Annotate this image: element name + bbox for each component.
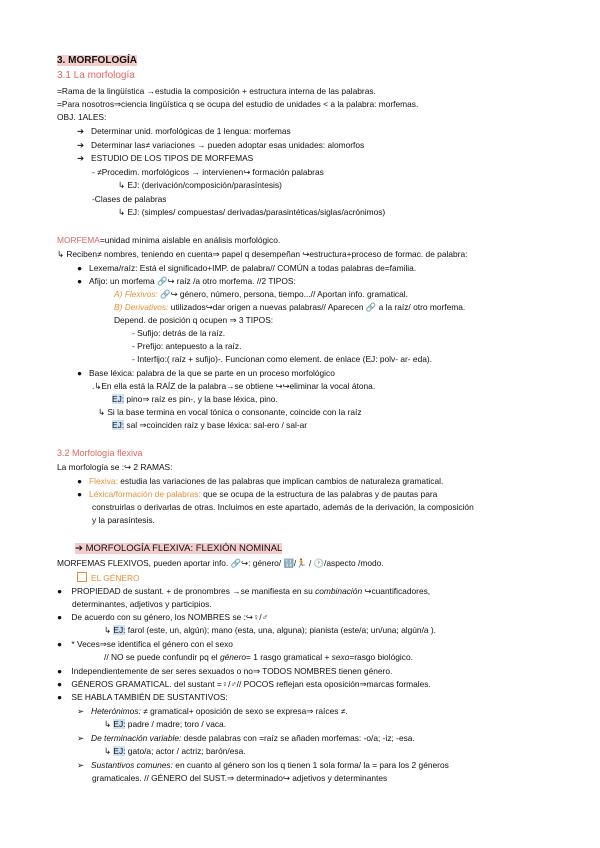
list-item: ➔ ESTUDIO DE LOS TIPOS DE MORFEMAS — [77, 153, 254, 163]
section-title: 3. MORFOLOGÍA — [57, 55, 137, 66]
position-intro: Depend. de posición q ocupen ⇒ 3 TIPOS: — [114, 315, 274, 325]
bullet-icon: ● — [77, 489, 83, 499]
subsection-title: 3.2 Morfología flexiva — [57, 448, 143, 458]
morfema-definition: MORFEMA=unidad mínima aislable en análisis morfológico. — [57, 235, 281, 245]
definition-line: =Rama de la lingüística →estudia la composición + estructura interna de las palabras. — [57, 86, 376, 96]
genero-heading: EL GÉNERO — [77, 572, 140, 584]
afijo-derivativos: B) Derivativos: utilizados↪dar origen a nuevas palabras// Aparecen 🔗 a la raíz/ otro morfema. — [114, 302, 466, 312]
list-subitem: ➢ Heterónimos: ≠ gramatical+ oposición de sexo se expresa⇒ raíces ≠. — [77, 706, 348, 716]
bullet-icon: ● — [77, 476, 83, 486]
example-line: ↳ EJ: padre / madre; toro / vaca. — [104, 719, 227, 729]
list-subitem: - ≠Procedim. morfológicos → intervienen↪ formación palabras — [92, 167, 324, 177]
arrow-icon: ➔ — [77, 140, 85, 150]
branches-intro: La morfología se :↪ 2 RAMAS: — [57, 462, 173, 472]
list-item-continuation: gramaticales. // GÉNERO del SUST.⇒ determinado↪ adjetivos y determinantes — [92, 773, 388, 783]
list-subitem: - Prefijo: antepuesto a la raíz. — [132, 341, 242, 351]
list-item: ➔ Determinar las≠ variaciones → pueden adoptar esas unidades: alomorfos — [77, 140, 365, 150]
bullet-icon: ● — [57, 679, 63, 689]
list-item-continuation: y la parasíntesis. — [92, 515, 155, 525]
list-item: ● Base léxica: palabra de la que se parte en un proceso morfológico — [77, 368, 335, 378]
example-line: ↳ EJ: (derivación/composición/parasíntesis) — [118, 180, 282, 190]
list-item-continuation: determinantes, adjetivos y participios. — [72, 599, 212, 609]
list-subitem: ➢ Sustantivos comunes: en cuanto al género son los q tienen 1 sola forma/ la = para los 2 géneros — [77, 760, 449, 770]
example-line: EJ: sal ⇒coinciden raíz y base léxica: sal-ero / sal-ar — [112, 420, 308, 430]
list-item: ● GÉNEROS GRAMATICAL. del sustant =♀/♂// POCOS reflejan esta oposición⇒marcas formales. — [57, 679, 431, 689]
list-item: ● De acuerdo con su género, los NOMBRES se :↪♀/♂ — [57, 612, 268, 622]
list-item: ➔ Determinar unid. morfológicas de 1 lengua: morfemas — [77, 126, 291, 136]
bullet-icon: ● — [57, 612, 63, 622]
arrow-icon: ➔ — [77, 153, 85, 163]
bullet-icon: ● — [57, 586, 63, 596]
bullet-icon: ● — [77, 276, 83, 286]
flexive-morphemes-line: MORFEMAS FLEXIVOS, pueden aportar info. 🔗↪: género/ 🔢/🏃 / 🕐/aspecto /modo. — [57, 558, 384, 568]
example-line: ↳ EJ: (simples/ compuestas/ derivadas/parasintéticas/siglas/acrónimos) — [118, 207, 386, 217]
list-subitem: -Clases de palabras — [92, 194, 167, 204]
list-item: ● PROPIEDAD de sustant. + de pronombres →se manifiesta en su combinación ↪cuantificadores, — [57, 586, 431, 596]
example-line: EJ: pino⇒ raíz es pin-, y la base léxica, pino. — [112, 394, 278, 404]
example-line: ↳ EJ: farol (este, un, algún); mano (esta, una, alguna); pianista (este/a; un/una; algún/a ). — [104, 625, 436, 635]
base-note: ↳ Si la base termina en vocal tónica o consonante, coincide con la raíz — [98, 407, 362, 417]
list-item: ● Léxica/formación de palabras: que se ocupa de la estructura de las palabras y de pautas para — [77, 489, 438, 499]
list-item: ● Lexema/raíz: Está el significado+IMP. de palabra// COMÚN a todas palabras de=familia. — [77, 263, 417, 273]
afijo-flexivos: A) Flexivos: 🔗↪ género, número, persona, tiempo...// Aportan info. gramatical. — [114, 289, 408, 299]
list-item: ● Flexiva: estudia las variaciones de las palabras que implican cambios de naturaleza gramatical. — [77, 476, 444, 486]
list-item: ● Independientemente de ser seres sexuados o no⇒ TODOS NOMBRES tienen género. — [57, 666, 393, 676]
objectives-label: OBJ. 1ALES: — [57, 112, 107, 122]
bullet-icon: ● — [57, 692, 63, 702]
subsection-title: 3.1 La morfología — [57, 70, 135, 81]
chevron-right-icon: ➢ — [77, 706, 85, 716]
list-item: ● * Veces⇒se identifica el género con el sexo — [57, 639, 233, 649]
chevron-right-icon: ➢ — [77, 733, 85, 743]
list-item: ● Afijo: un morfema 🔗↪ raíz /a otro morfema. //2 TIPOS: — [77, 276, 296, 286]
base-note: .↳En ella está la RAÍZ de la palabra→se obtiene ↪↪eliminar la vocal átona. — [92, 381, 376, 391]
gender-vs-sex-note: // NO se puede confundir pq el género= 1 rasgo gramatical + sexo=rasgo biológico. — [104, 652, 413, 662]
bullet-icon: ● — [57, 639, 63, 649]
bullet-icon: ● — [77, 263, 83, 273]
definition-line: =Para nosotros⇒ciencia lingüística q se ocupa del estudio de unidades < a la palabra: morfemas. — [57, 99, 419, 109]
list-item: ● SE HABLA TAMBIÉN DE SUSTANTIVOS: — [57, 692, 228, 702]
list-item-continuation: construirlas o derivarlas de otras. Incluimos en este apartado, además de la derivación, la composición — [92, 502, 474, 512]
morfema-types-intro: ↳ Reciben≠ nombres, teniendo en cuenta⇒ papel q desempeñan ↪estructura+proceso de formac. de palabra: — [57, 249, 468, 259]
bullet-icon: ● — [57, 666, 63, 676]
flexion-nominal-heading: ➔ MORFOLOGÍA FLEXIVA: FLEXIÓN NOMINAL — [75, 543, 283, 554]
arrow-icon: ➔ — [77, 126, 85, 136]
checkbox-icon — [77, 572, 87, 582]
chevron-right-icon: ➢ — [77, 760, 85, 770]
list-subitem: ➢ De terminación variable: desde palabras con =raíz se añaden morfemas: -o/a; -iz; -esa. — [77, 733, 415, 743]
list-subitem: - Sufijo: detrás de la raíz. — [132, 328, 226, 338]
example-line: ↳ EJ: gato/a; actor / actriz; barón/esa. — [104, 746, 246, 756]
bullet-icon: ● — [77, 368, 83, 378]
list-subitem: - Interfijo:( raíz + sufijo)-. Funcionan como element. de enlace (EJ: polv- ar- eda). — [132, 354, 432, 364]
